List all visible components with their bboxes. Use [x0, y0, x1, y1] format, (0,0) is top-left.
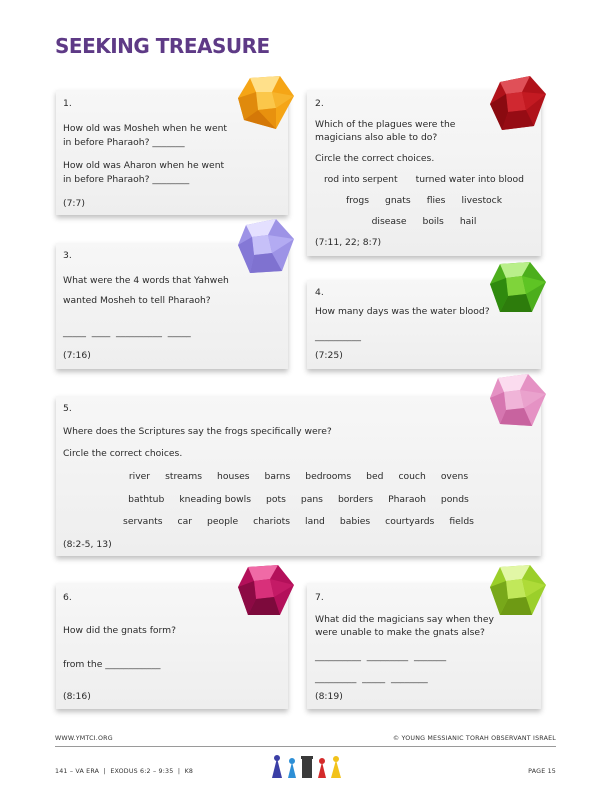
- question-text: What did the magicians say when they: [315, 614, 494, 625]
- choice-item[interactable]: pots: [266, 494, 286, 505]
- choice-item[interactable]: boils: [422, 216, 444, 227]
- choice-item[interactable]: houses: [217, 471, 250, 482]
- question-text: Where does the Scriptures say the frogs specifically were?: [63, 426, 332, 437]
- choice-row: [56, 470, 541, 484]
- page-title: SEEKING TREASURE: [55, 34, 270, 58]
- question-card-5: [56, 396, 541, 556]
- answer-blank[interactable]: _________ _____ ________: [315, 673, 428, 684]
- scripture-reference: (7:7): [63, 198, 85, 209]
- question-text: in before Pharaoh? ________: [63, 174, 190, 185]
- choice-item[interactable]: ovens: [440, 471, 469, 482]
- choice-row: [307, 194, 541, 208]
- question-text: How old was Mosheh when he went: [63, 123, 228, 134]
- question-text: wanted Mosheh to tell Pharaoh?: [63, 295, 211, 306]
- choice-item[interactable]: river: [128, 471, 151, 482]
- question-text: What were the 4 words that Yahweh: [63, 275, 229, 286]
- choice-row: [307, 173, 541, 187]
- gem-red-icon: [488, 74, 548, 134]
- choice-item[interactable]: bedrooms: [305, 471, 352, 482]
- choice-item[interactable]: livestock: [461, 195, 503, 206]
- choice-item[interactable]: bed: [366, 471, 384, 482]
- choice-item[interactable]: fields: [449, 516, 474, 527]
- choice-row: [56, 493, 541, 507]
- instructions: Circle the correct choices.: [63, 448, 183, 459]
- choice-item[interactable]: courtyards: [385, 516, 435, 527]
- footer-course: 141 – VA ERA | EXODUS 6:2 – 9:35 | K8: [55, 768, 194, 775]
- choice-item[interactable]: streams: [165, 471, 203, 482]
- question-text: How did the gnats form?: [63, 625, 176, 636]
- choice-row: [307, 215, 541, 229]
- scripture-reference: (8:16): [63, 691, 91, 702]
- choice-item[interactable]: kneading bowls: [179, 494, 252, 505]
- question-number: 1.: [63, 98, 72, 109]
- question-text: were unable to make the gnats alse?: [315, 627, 485, 638]
- answer-blank[interactable]: from the ____________: [63, 659, 161, 670]
- gem-green-icon: [488, 258, 548, 318]
- choice-item[interactable]: servants: [123, 516, 163, 527]
- gem-pink-icon: [488, 372, 548, 430]
- choice-item[interactable]: hail: [459, 216, 477, 227]
- question-number: 4.: [315, 287, 324, 298]
- question-text: in before Pharaoh? _______: [63, 137, 185, 148]
- logo-icon: [268, 752, 346, 782]
- answer-blank[interactable]: __________: [315, 331, 361, 342]
- choice-item[interactable]: babies: [339, 516, 371, 527]
- question-text: How many days was the water blood?: [315, 306, 490, 317]
- choice-item[interactable]: pans: [300, 494, 323, 505]
- choice-item[interactable]: couch: [398, 471, 426, 482]
- instructions: Circle the correct choices.: [315, 153, 435, 164]
- gem-orange-icon: [236, 74, 296, 132]
- choice-item[interactable]: turned water into blood: [415, 174, 524, 185]
- answer-blank[interactable]: _____ ____ __________ _____: [63, 327, 191, 338]
- gem-lavender-icon: [236, 217, 296, 277]
- question-text: magicians also able to do?: [315, 132, 438, 143]
- footer-org: © YOUNG MESSIANIC TORAH OBSERVANT ISRAEL: [392, 735, 556, 742]
- choice-item[interactable]: gnats: [385, 195, 411, 206]
- footer-divider: [55, 746, 556, 747]
- choice-item[interactable]: ponds: [440, 494, 469, 505]
- question-number: 7.: [315, 592, 324, 603]
- question-number: 5.: [63, 403, 72, 414]
- choice-item[interactable]: Pharaoh: [388, 494, 426, 505]
- choice-item[interactable]: chariots: [253, 516, 291, 527]
- gem-magenta-icon: [236, 561, 296, 621]
- scripture-reference: (7:11, 22; 8:7): [315, 237, 382, 248]
- gem-lime-icon: [488, 561, 548, 621]
- choice-item[interactable]: frogs: [345, 195, 369, 206]
- answer-blank[interactable]: __________ _________ _______: [315, 651, 447, 662]
- question-text: Which of the plagues were the: [315, 119, 456, 130]
- choice-row: [56, 515, 541, 529]
- footer-page-number: PAGE 15: [528, 768, 556, 775]
- question-number: 6.: [63, 592, 72, 603]
- choice-item[interactable]: land: [305, 516, 325, 527]
- choice-item[interactable]: people: [207, 516, 239, 527]
- scripture-reference: (8:19): [315, 691, 343, 702]
- question-number: 2.: [315, 98, 324, 109]
- choice-item[interactable]: borders: [337, 494, 374, 505]
- question-number: 3.: [63, 250, 72, 261]
- scripture-reference: (7:16): [63, 350, 91, 361]
- choice-item[interactable]: barns: [264, 471, 291, 482]
- choice-item[interactable]: disease: [371, 216, 407, 227]
- choice-item[interactable]: bathtub: [128, 494, 165, 505]
- scripture-reference: (7:25): [315, 350, 343, 361]
- scripture-reference: (8:2-5, 13): [63, 539, 112, 550]
- footer-site[interactable]: WWW.YMTCI.ORG: [55, 735, 113, 742]
- choice-item[interactable]: rod into serpent: [324, 174, 398, 185]
- choice-item[interactable]: car: [177, 516, 192, 527]
- question-text: How old was Aharon when he went: [63, 160, 225, 171]
- choice-item[interactable]: flies: [426, 195, 446, 206]
